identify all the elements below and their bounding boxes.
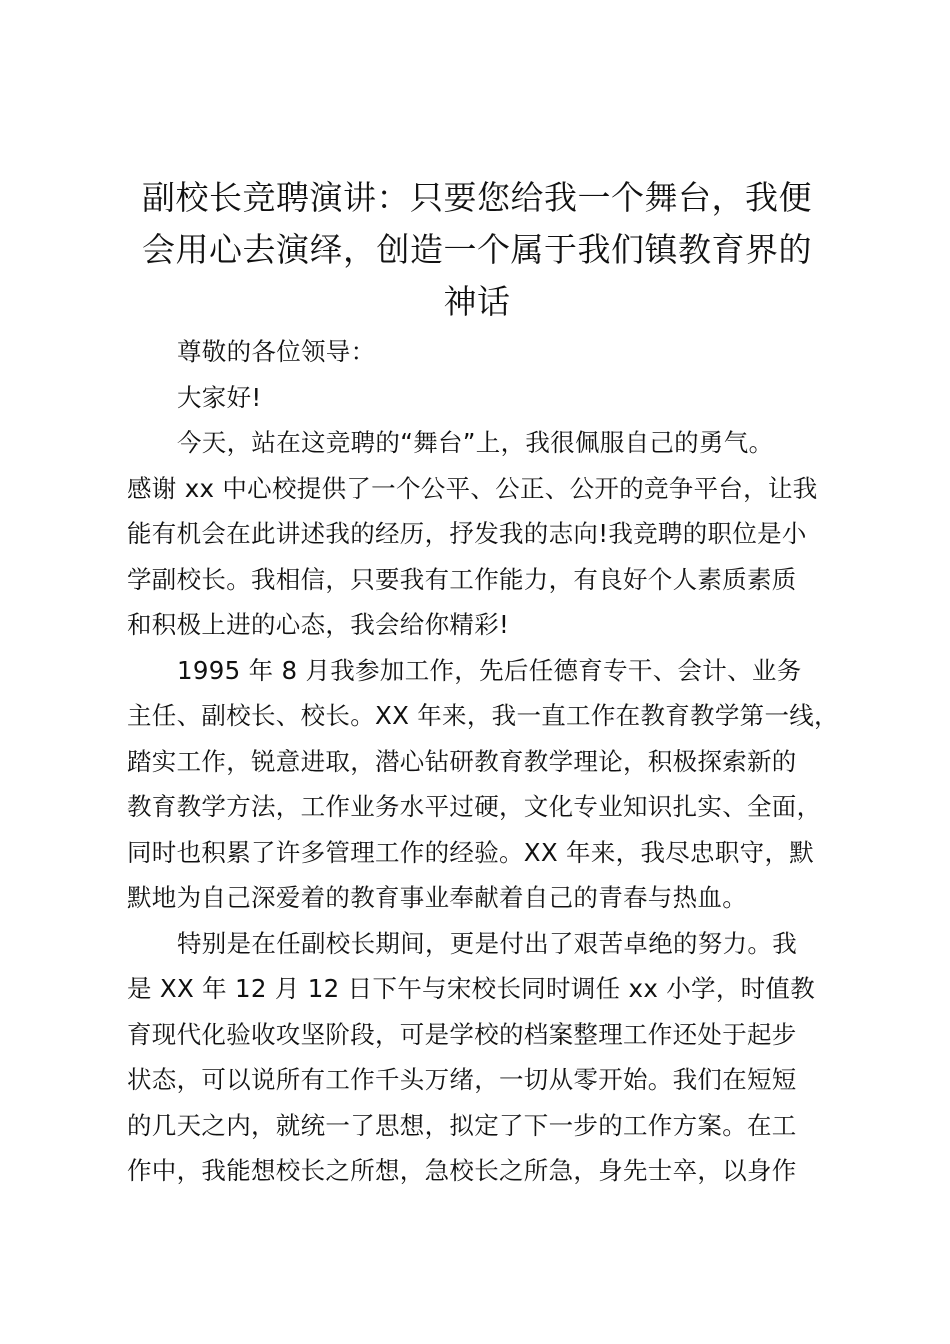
paragraph-line: 感谢 xx 中心校提供了一个公平、公正、公开的竞争平台，让我 (127, 473, 818, 503)
paragraph-line: 同时也积累了许多管理工作的经验。XX 年来，我尽忠职守，默 (127, 837, 815, 867)
paragraph-line: 默地为自己深爱着的教育事业奉献着自己的青春与热血。 (127, 883, 747, 912)
paragraph-line: 主任、副校长、校长。XX 年来，我一直工作在教育教学第一线， (127, 701, 839, 730)
paragraph-line: 的几天之内，就统一了思想，拟定了下一步的工作方案。在工 (127, 1110, 797, 1140)
title-line: 会用心去演绎，创造一个属于我们镇教育界的 (142, 230, 812, 269)
paragraph-line: 学副校长。我相信，只要我有工作能力，有良好个人素质素质 (127, 564, 797, 594)
document-title (120, 172, 834, 328)
salutation: 尊敬的各位领导： (177, 337, 376, 366)
paragraph-line: 教育教学方法，工作业务水平过硬，文化专业知识扎实、全面， (127, 792, 822, 821)
paragraph-line: 能有机会在此讲述我的经历，抒发我的志向!我竞聘的职位是小 (127, 519, 807, 548)
document-body (127, 329, 857, 1194)
paragraph-line: 作中，我能想校长之所想，急校长之所急，身先士卒，以身作 (127, 1156, 797, 1185)
paragraph-line: 特别是在任副校长期间，更是付出了艰苦卓绝的努力。我 (177, 928, 797, 958)
paragraph-line: 1995 年 8 月我参加工作，先后任德育专干、会计、业务 (177, 655, 802, 685)
title-line: 神话 (443, 282, 511, 321)
paragraph-line: 状态，可以说所有工作千头万绪，一切从零开始。我们在短短 (127, 1065, 797, 1094)
paragraph-line: 和积极上进的心态，我会给你精彩! (127, 610, 510, 639)
greeting: 大家好! (177, 382, 262, 412)
paragraph-line: 是 XX 年 12 月 12 日下午与宋校长同时调任 xx 小学，时值教 (127, 974, 816, 1003)
paragraph-line: 踏实工作，锐意进取，潜心钻研教育教学理论，积极探索新的 (127, 746, 797, 776)
paragraph-line: 育现代化验收攻坚阶段，可是学校的档案整理工作还处于起步 (127, 1019, 797, 1049)
title-line: 副校长竞聘演讲：只要您给我一个舞台，我便 (142, 178, 812, 217)
paragraph-line: 今天，站在这竞聘的“舞台”上，我很佩服自己的勇气。 (177, 428, 774, 457)
